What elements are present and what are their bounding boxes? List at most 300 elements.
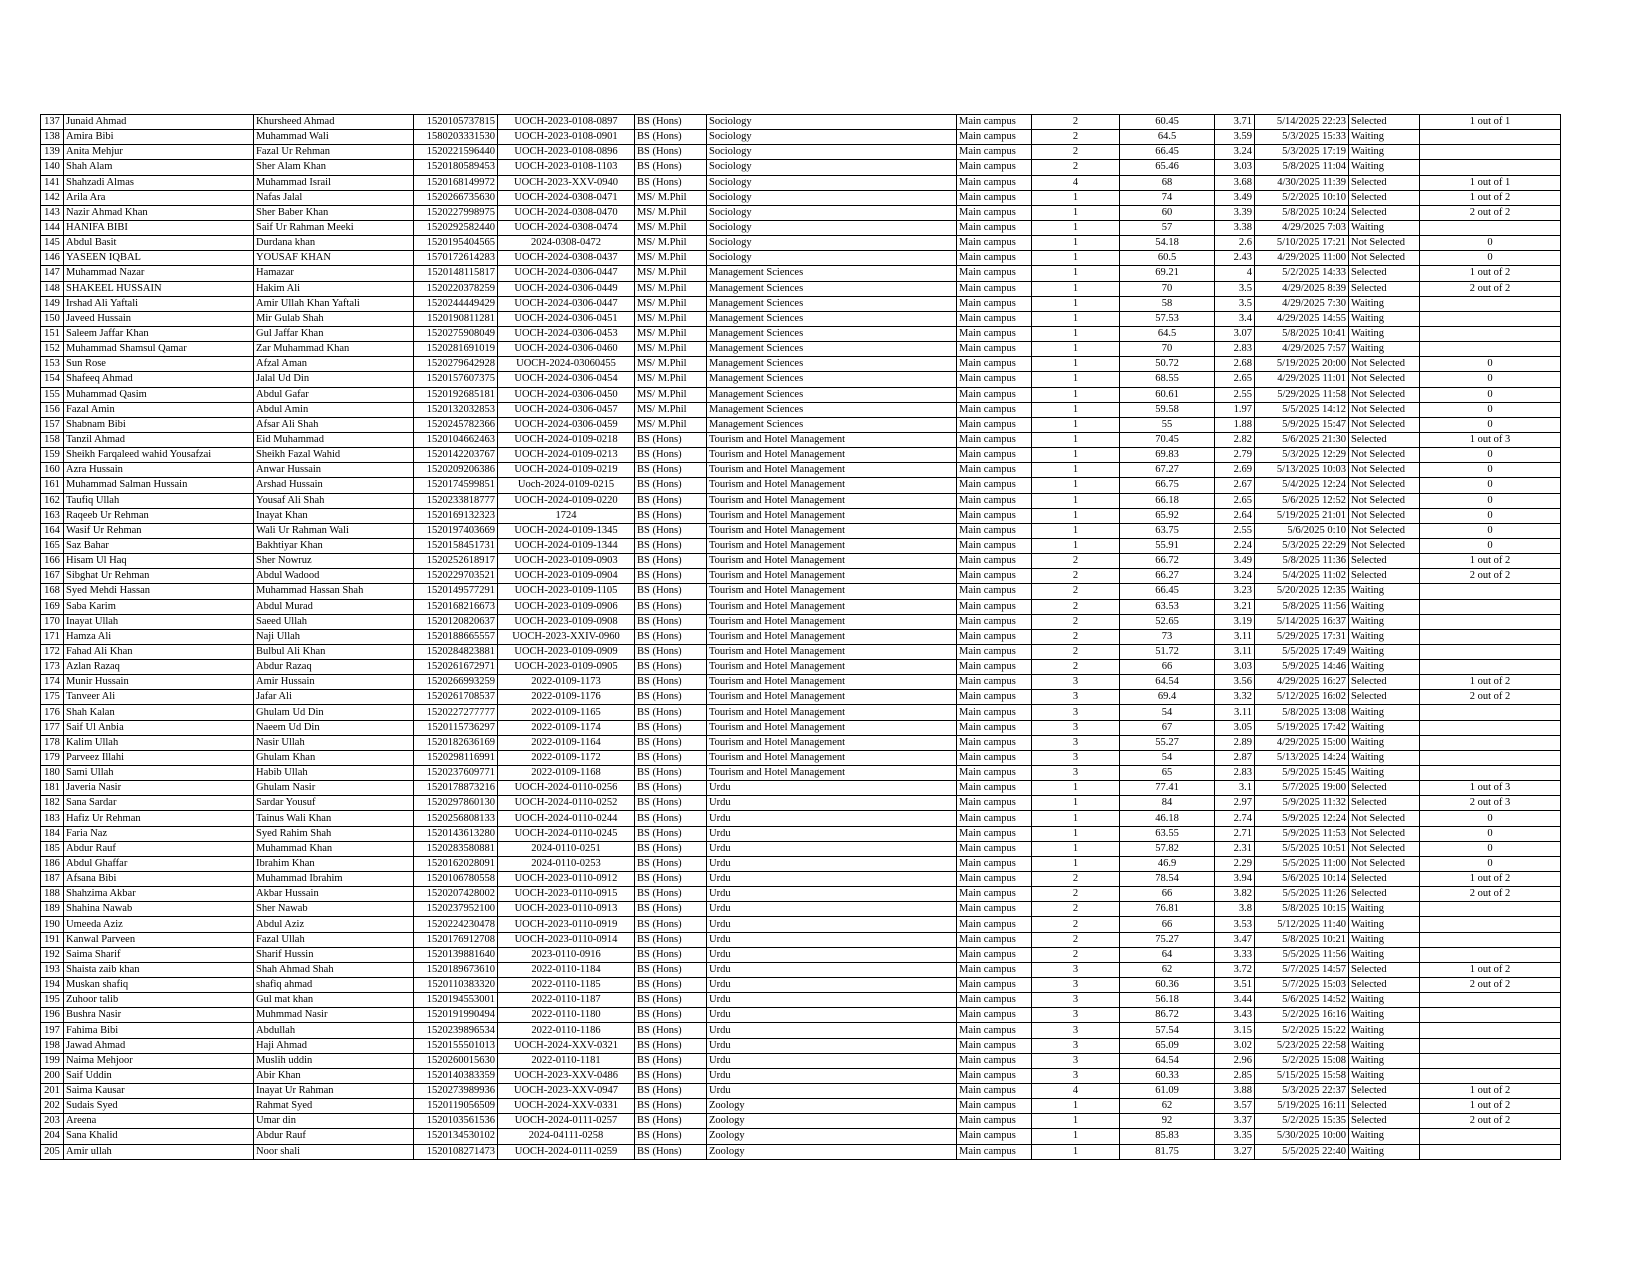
program-cell: BS (Hons) [635, 508, 707, 523]
seat-cell [1420, 1053, 1561, 1068]
cnic-cell: 1520143613280 [414, 826, 498, 841]
applied-date-cell: 5/19/2025 16:11 [1255, 1099, 1349, 1114]
father-name-cell: Amir Ullah Khan Yaftali [254, 296, 414, 311]
applied-date-cell: 5/5/2025 10:51 [1255, 841, 1349, 856]
applicant-name-cell: Sami Ullah [64, 766, 254, 781]
registration-no-cell: UOCH-2024-0306-0447 [498, 266, 635, 281]
father-name-cell: Nafas Jalal [254, 190, 414, 205]
program-cell: BS (Hons) [635, 932, 707, 947]
registration-no-cell: 2024-04111-0258 [498, 1129, 635, 1144]
father-name-cell: Bulbul Ali Khan [254, 644, 414, 659]
seat-cell: 2 out of 2 [1420, 690, 1561, 705]
serial-no-cell: 140 [41, 160, 64, 175]
campus-cell: Main campus [957, 720, 1032, 735]
applicant-name-cell: Naima Mehjoor [64, 1053, 254, 1068]
semester-cell: 2 [1032, 872, 1120, 887]
department-cell: Sociology [707, 205, 957, 220]
cgpa-cell: 3.33 [1215, 947, 1255, 962]
cnic-cell: 1520168216673 [414, 599, 498, 614]
status-cell: Not Selected [1349, 357, 1420, 372]
status-cell: Waiting [1349, 1008, 1420, 1023]
seat-cell: 1 out of 3 [1420, 781, 1561, 796]
cnic-cell: 1520284823881 [414, 644, 498, 659]
cgpa-cell: 3.47 [1215, 932, 1255, 947]
program-cell: BS (Hons) [635, 947, 707, 962]
registration-no-cell: 2022-0110-1187 [498, 993, 635, 1008]
campus-cell: Main campus [957, 205, 1032, 220]
table-row [41, 311, 1561, 326]
status-cell: Waiting [1349, 993, 1420, 1008]
father-name-cell: Abdul Wadood [254, 569, 414, 584]
table-row [41, 175, 1561, 190]
cgpa-cell: 3.07 [1215, 326, 1255, 341]
table-row [41, 660, 1561, 675]
seat-cell: 0 [1420, 538, 1561, 553]
seat-cell [1420, 660, 1561, 675]
table-row [41, 478, 1561, 493]
father-name-cell: Khursheed Ahmad [254, 115, 414, 130]
campus-cell: Main campus [957, 690, 1032, 705]
registration-no-cell: UOCH-2023-0108-0897 [498, 115, 635, 130]
registration-no-cell: UOCH-2023-0110-0912 [498, 872, 635, 887]
serial-no-cell: 194 [41, 978, 64, 993]
cnic-cell: 1520209206386 [414, 463, 498, 478]
serial-no-cell: 186 [41, 856, 64, 871]
semester-cell: 2 [1032, 887, 1120, 902]
seat-cell: 0 [1420, 463, 1561, 478]
department-cell: Tourism and Hotel Management [707, 750, 957, 765]
campus-cell: Main campus [957, 841, 1032, 856]
father-name-cell: Nasir Ullah [254, 735, 414, 750]
cgpa-cell: 3.15 [1215, 1023, 1255, 1038]
status-cell: Waiting [1349, 1129, 1420, 1144]
father-name-cell: Sardar Yousuf [254, 796, 414, 811]
applied-date-cell: 5/29/2025 11:58 [1255, 387, 1349, 402]
program-cell: BS (Hons) [635, 145, 707, 160]
program-cell: BS (Hons) [635, 796, 707, 811]
applied-date-cell: 5/3/2025 15:33 [1255, 130, 1349, 145]
serial-no-cell: 201 [41, 1084, 64, 1099]
semester-cell: 1 [1032, 811, 1120, 826]
table-row [41, 220, 1561, 235]
table-row [41, 296, 1561, 311]
serial-no-cell: 187 [41, 872, 64, 887]
cgpa-cell: 2.83 [1215, 342, 1255, 357]
applicant-name-cell: Kalim Ullah [64, 735, 254, 750]
program-cell: BS (Hons) [635, 569, 707, 584]
campus-cell: Main campus [957, 947, 1032, 962]
table-row [41, 266, 1561, 281]
applicant-name-cell: Hisam Ul Haq [64, 554, 254, 569]
semester-cell: 2 [1032, 614, 1120, 629]
marks-cell: 60.45 [1120, 115, 1215, 130]
campus-cell: Main campus [957, 856, 1032, 871]
serial-no-cell: 159 [41, 448, 64, 463]
serial-no-cell: 183 [41, 811, 64, 826]
registration-no-cell: UOCH-2023-0110-0919 [498, 917, 635, 932]
father-name-cell: Jalal Ud Din [254, 372, 414, 387]
applicant-name-cell: SHAKEEL HUSSAIN [64, 281, 254, 296]
program-cell: BS (Hons) [635, 872, 707, 887]
seat-cell [1420, 750, 1561, 765]
department-cell: Management Sciences [707, 266, 957, 281]
serial-no-cell: 191 [41, 932, 64, 947]
registration-no-cell: UOCH-2024-0109-1345 [498, 523, 635, 538]
status-cell: Waiting [1349, 311, 1420, 326]
registration-no-cell: UOCH-2023-0110-0915 [498, 887, 635, 902]
applicant-name-cell: Tanzil Ahmad [64, 432, 254, 447]
table-row [41, 1068, 1561, 1083]
status-cell: Selected [1349, 781, 1420, 796]
semester-cell: 1 [1032, 387, 1120, 402]
cnic-cell: 1520194553001 [414, 993, 498, 1008]
cnic-cell: 1520155501013 [414, 1038, 498, 1053]
seat-cell [1420, 614, 1561, 629]
serial-no-cell: 151 [41, 326, 64, 341]
campus-cell: Main campus [957, 372, 1032, 387]
table-row [41, 856, 1561, 871]
marks-cell: 70 [1120, 342, 1215, 357]
father-name-cell: Akbar Hussain [254, 887, 414, 902]
cgpa-cell: 2.43 [1215, 251, 1255, 266]
status-cell: Not Selected [1349, 448, 1420, 463]
seat-cell [1420, 1023, 1561, 1038]
semester-cell: 3 [1032, 1068, 1120, 1083]
father-name-cell: Muhammad Israil [254, 175, 414, 190]
registration-no-cell: 2023-0110-0916 [498, 947, 635, 962]
cnic-cell: 1520261672971 [414, 660, 498, 675]
seat-cell [1420, 220, 1561, 235]
father-name-cell: Tainus Wali Khan [254, 811, 414, 826]
serial-no-cell: 175 [41, 690, 64, 705]
program-cell: BS (Hons) [635, 1023, 707, 1038]
cgpa-cell: 2.31 [1215, 841, 1255, 856]
table-row [41, 1038, 1561, 1053]
semester-cell: 1 [1032, 1114, 1120, 1129]
marks-cell: 66.18 [1120, 493, 1215, 508]
program-cell: MS/ M.Phil [635, 190, 707, 205]
applied-date-cell: 4/29/2025 7:57 [1255, 342, 1349, 357]
campus-cell: Main campus [957, 584, 1032, 599]
applied-date-cell: 5/3/2025 22:37 [1255, 1084, 1349, 1099]
cgpa-cell: 3.53 [1215, 917, 1255, 932]
applicant-name-cell: Shabnam Bibi [64, 417, 254, 432]
campus-cell: Main campus [957, 826, 1032, 841]
cnic-cell: 1570172614283 [414, 251, 498, 266]
program-cell: BS (Hons) [635, 584, 707, 599]
table-row [41, 357, 1561, 372]
semester-cell: 3 [1032, 1038, 1120, 1053]
applied-date-cell: 5/9/2025 11:53 [1255, 826, 1349, 841]
father-name-cell: Muhammad Wali [254, 130, 414, 145]
marks-cell: 84 [1120, 796, 1215, 811]
cnic-cell: 1520158451731 [414, 538, 498, 553]
applied-date-cell: 5/3/2025 22:29 [1255, 538, 1349, 553]
campus-cell: Main campus [957, 932, 1032, 947]
registration-no-cell: UOCH-2024-0308-0437 [498, 251, 635, 266]
applicant-table [40, 114, 1561, 1160]
campus-cell: Main campus [957, 902, 1032, 917]
applicant-name-cell: HANIFA BIBI [64, 220, 254, 235]
applied-date-cell: 5/8/2025 11:56 [1255, 599, 1349, 614]
program-cell: BS (Hons) [635, 735, 707, 750]
department-cell: Sociology [707, 145, 957, 160]
campus-cell: Main campus [957, 402, 1032, 417]
registration-no-cell: UOCH-2024-0306-0450 [498, 387, 635, 402]
table-row [41, 493, 1561, 508]
cnic-cell: 1520120820637 [414, 614, 498, 629]
cnic-cell: 1520292582440 [414, 220, 498, 235]
department-cell: Tourism and Hotel Management [707, 432, 957, 447]
program-cell: MS/ M.Phil [635, 266, 707, 281]
marks-cell: 70 [1120, 281, 1215, 296]
registration-no-cell: UOCH-2024-0306-0460 [498, 342, 635, 357]
department-cell: Tourism and Hotel Management [707, 690, 957, 705]
marks-cell: 66.72 [1120, 554, 1215, 569]
semester-cell: 1 [1032, 281, 1120, 296]
applicant-name-cell: Sana Khalid [64, 1129, 254, 1144]
program-cell: BS (Hons) [635, 720, 707, 735]
registration-no-cell: UOCH-2023-XXV-0947 [498, 1084, 635, 1099]
father-name-cell: Ibrahim Khan [254, 856, 414, 871]
applicant-name-cell: Syed Mehdi Hassan [64, 584, 254, 599]
registration-no-cell: UOCH-2024-0110-0256 [498, 781, 635, 796]
applicant-name-cell: Inayat Ullah [64, 614, 254, 629]
serial-no-cell: 185 [41, 841, 64, 856]
registration-no-cell: UOCH-2024-0306-0459 [498, 417, 635, 432]
cnic-cell: 1520182636169 [414, 735, 498, 750]
semester-cell: 2 [1032, 644, 1120, 659]
seat-cell [1420, 342, 1561, 357]
serial-no-cell: 199 [41, 1053, 64, 1068]
campus-cell: Main campus [957, 251, 1032, 266]
marks-cell: 50.72 [1120, 357, 1215, 372]
campus-cell: Main campus [957, 1023, 1032, 1038]
cgpa-cell: 3.88 [1215, 1084, 1255, 1099]
cgpa-cell: 3.24 [1215, 145, 1255, 160]
applied-date-cell: 5/9/2025 15:47 [1255, 417, 1349, 432]
department-cell: Urdu [707, 1084, 957, 1099]
program-cell: BS (Hons) [635, 478, 707, 493]
registration-no-cell: 2022-0109-1165 [498, 705, 635, 720]
applied-date-cell: 4/29/2025 8:39 [1255, 281, 1349, 296]
serial-no-cell: 149 [41, 296, 64, 311]
registration-no-cell: UOCH-2024-0306-0451 [498, 311, 635, 326]
applicant-name-cell: Saba Karim [64, 599, 254, 614]
marks-cell: 66 [1120, 887, 1215, 902]
semester-cell: 1 [1032, 372, 1120, 387]
semester-cell: 1 [1032, 796, 1120, 811]
applied-date-cell: 5/19/2025 21:01 [1255, 508, 1349, 523]
father-name-cell: Syed Rahim Shah [254, 826, 414, 841]
registration-no-cell: UOCH-2023-0109-0905 [498, 660, 635, 675]
semester-cell: 1 [1032, 1129, 1120, 1144]
seat-cell [1420, 1038, 1561, 1053]
cgpa-cell: 3.03 [1215, 160, 1255, 175]
cgpa-cell: 3.49 [1215, 190, 1255, 205]
registration-no-cell: Uoch-2024-0109-0215 [498, 478, 635, 493]
serial-no-cell: 174 [41, 675, 64, 690]
semester-cell: 2 [1032, 145, 1120, 160]
department-cell: Tourism and Hotel Management [707, 493, 957, 508]
father-name-cell: Fazal Ullah [254, 932, 414, 947]
table-row [41, 236, 1561, 251]
semester-cell: 3 [1032, 735, 1120, 750]
program-cell: BS (Hons) [635, 978, 707, 993]
department-cell: Tourism and Hotel Management [707, 584, 957, 599]
cnic-cell: 1520227998975 [414, 205, 498, 220]
cnic-cell: 1520279642928 [414, 357, 498, 372]
program-cell: BS (Hons) [635, 902, 707, 917]
cnic-cell: 1520281691019 [414, 342, 498, 357]
campus-cell: Main campus [957, 978, 1032, 993]
semester-cell: 1 [1032, 1099, 1120, 1114]
seat-cell: 2 out of 2 [1420, 281, 1561, 296]
department-cell: Urdu [707, 887, 957, 902]
status-cell: Waiting [1349, 735, 1420, 750]
applied-date-cell: 5/5/2025 11:00 [1255, 856, 1349, 871]
marks-cell: 65.92 [1120, 508, 1215, 523]
semester-cell: 1 [1032, 311, 1120, 326]
marks-cell: 60 [1120, 205, 1215, 220]
father-name-cell: Yousaf Ali Shah [254, 493, 414, 508]
serial-no-cell: 155 [41, 387, 64, 402]
cnic-cell: 1520273989936 [414, 1084, 498, 1099]
marks-cell: 55 [1120, 417, 1215, 432]
father-name-cell: Naeem Ud Din [254, 720, 414, 735]
cgpa-cell: 3.57 [1215, 1099, 1255, 1114]
cnic-cell: 1520224230478 [414, 917, 498, 932]
table-row [41, 372, 1561, 387]
cnic-cell: 1520189673610 [414, 962, 498, 977]
serial-no-cell: 205 [41, 1144, 64, 1159]
seat-cell: 2 out of 2 [1420, 205, 1561, 220]
semester-cell: 1 [1032, 493, 1120, 508]
registration-no-cell: UOCH-2024-0109-0219 [498, 463, 635, 478]
marks-cell: 54 [1120, 750, 1215, 765]
status-cell: Waiting [1349, 145, 1420, 160]
applied-date-cell: 5/7/2025 19:00 [1255, 781, 1349, 796]
status-cell: Waiting [1349, 1144, 1420, 1159]
cgpa-cell: 3.37 [1215, 1114, 1255, 1129]
semester-cell: 2 [1032, 130, 1120, 145]
cgpa-cell: 3.51 [1215, 978, 1255, 993]
status-cell: Selected [1349, 205, 1420, 220]
applicant-name-cell: Bushra Nasir [64, 1008, 254, 1023]
marks-cell: 76.81 [1120, 902, 1215, 917]
applicant-name-cell: Jawad Ahmad [64, 1038, 254, 1053]
department-cell: Sociology [707, 160, 957, 175]
cgpa-cell: 2.87 [1215, 750, 1255, 765]
cnic-cell: 1520191990494 [414, 1008, 498, 1023]
serial-no-cell: 176 [41, 705, 64, 720]
cnic-cell: 1520237609771 [414, 766, 498, 781]
campus-cell: Main campus [957, 796, 1032, 811]
father-name-cell: Hamazar [254, 266, 414, 281]
cnic-cell: 1520195404565 [414, 236, 498, 251]
applicant-name-cell: Abdur Rauf [64, 841, 254, 856]
campus-cell: Main campus [957, 1068, 1032, 1083]
cgpa-cell: 3.19 [1215, 614, 1255, 629]
program-cell: MS/ M.Phil [635, 387, 707, 402]
serial-no-cell: 147 [41, 266, 64, 281]
semester-cell: 1 [1032, 402, 1120, 417]
campus-cell: Main campus [957, 130, 1032, 145]
campus-cell: Main campus [957, 554, 1032, 569]
applied-date-cell: 4/29/2025 15:00 [1255, 735, 1349, 750]
campus-cell: Main campus [957, 1129, 1032, 1144]
cgpa-cell: 2.71 [1215, 826, 1255, 841]
applied-date-cell: 5/19/2025 17:42 [1255, 720, 1349, 735]
registration-no-cell: UOCH-2023-0109-0904 [498, 569, 635, 584]
registration-no-cell: UOCH-2023-0108-0896 [498, 145, 635, 160]
program-cell: BS (Hons) [635, 750, 707, 765]
cnic-cell: 1520260015630 [414, 1053, 498, 1068]
cgpa-cell: 2.6 [1215, 236, 1255, 251]
program-cell: BS (Hons) [635, 493, 707, 508]
program-cell: BS (Hons) [635, 523, 707, 538]
cgpa-cell: 3.72 [1215, 962, 1255, 977]
applicant-name-cell: Muhammad Qasim [64, 387, 254, 402]
father-name-cell: Fazal Ur Rehman [254, 145, 414, 160]
campus-cell: Main campus [957, 766, 1032, 781]
father-name-cell: Abdur Rauf [254, 1129, 414, 1144]
table-row [41, 978, 1561, 993]
campus-cell: Main campus [957, 599, 1032, 614]
cgpa-cell: 2.64 [1215, 508, 1255, 523]
serial-no-cell: 172 [41, 644, 64, 659]
status-cell: Not Selected [1349, 463, 1420, 478]
seat-cell: 1 out of 1 [1420, 115, 1561, 130]
department-cell: Zoology [707, 1114, 957, 1129]
applied-date-cell: 4/29/2025 7:03 [1255, 220, 1349, 235]
marks-cell: 51.72 [1120, 644, 1215, 659]
father-name-cell: YOUSAF KHAN [254, 251, 414, 266]
campus-cell: Main campus [957, 220, 1032, 235]
applied-date-cell: 5/7/2025 15:03 [1255, 978, 1349, 993]
applicant-name-cell: Shah Alam [64, 160, 254, 175]
cgpa-cell: 3.68 [1215, 175, 1255, 190]
department-cell: Zoology [707, 1099, 957, 1114]
campus-cell: Main campus [957, 145, 1032, 160]
table-row [41, 432, 1561, 447]
cgpa-cell: 3.1 [1215, 781, 1255, 796]
father-name-cell: Muslih uddin [254, 1053, 414, 1068]
applied-date-cell: 5/8/2025 13:08 [1255, 705, 1349, 720]
semester-cell: 4 [1032, 175, 1120, 190]
father-name-cell: Arshad Hussain [254, 478, 414, 493]
applicant-name-cell: Sudais Syed [64, 1099, 254, 1114]
status-cell: Selected [1349, 796, 1420, 811]
applicant-rows [41, 115, 1561, 1160]
table-row [41, 326, 1561, 341]
department-cell: Management Sciences [707, 296, 957, 311]
seat-cell: 0 [1420, 448, 1561, 463]
table-row [41, 1144, 1561, 1159]
applied-date-cell: 5/5/2025 22:40 [1255, 1144, 1349, 1159]
father-name-cell: Zar Muhammad Khan [254, 342, 414, 357]
department-cell: Sociology [707, 251, 957, 266]
registration-no-cell: 2022-0110-1180 [498, 1008, 635, 1023]
applicant-name-cell: Areena [64, 1114, 254, 1129]
applied-date-cell: 5/2/2025 16:16 [1255, 1008, 1349, 1023]
campus-cell: Main campus [957, 1144, 1032, 1159]
campus-cell: Main campus [957, 1084, 1032, 1099]
status-cell: Waiting [1349, 660, 1420, 675]
cnic-cell: 1520261708537 [414, 690, 498, 705]
status-cell: Waiting [1349, 644, 1420, 659]
registration-no-cell: 1724 [498, 508, 635, 523]
